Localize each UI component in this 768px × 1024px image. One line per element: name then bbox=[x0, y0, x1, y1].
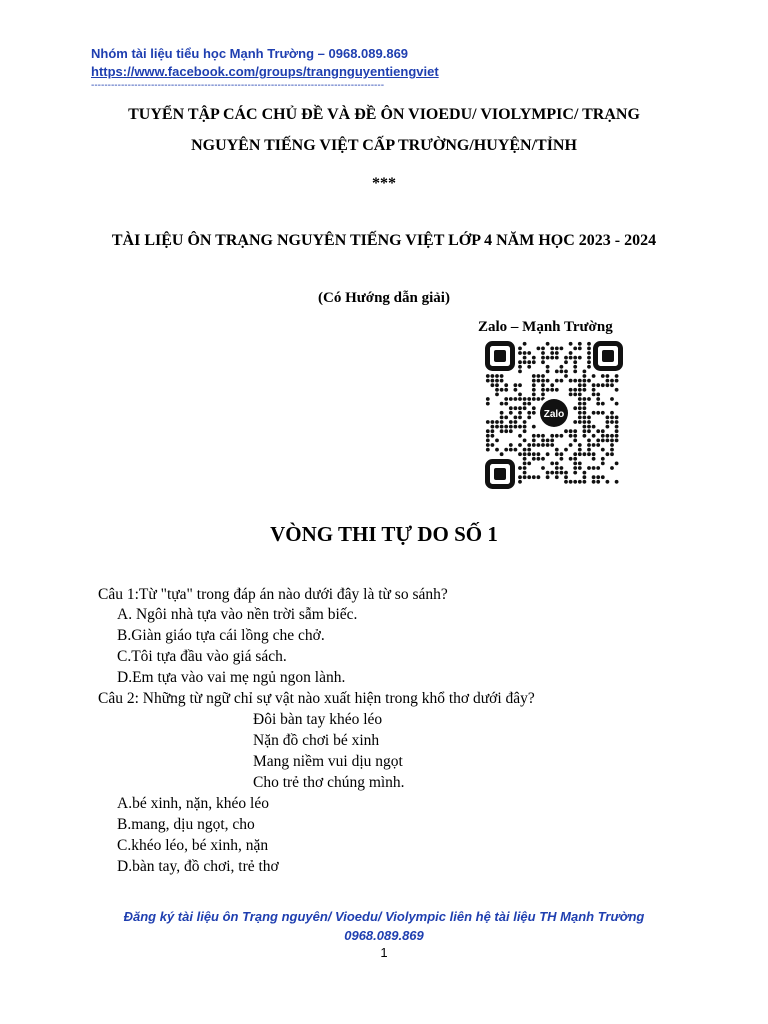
question-2: Câu 2: Những từ ngữ chỉ sự vật nào xuất hiện trong khổ thơ dưới đây? bbox=[98, 690, 535, 707]
header-divider: ---------------------------------------------------------------------------------------- bbox=[91, 80, 385, 91]
poem-line-2: Nặn đồ chơi bé xinh bbox=[253, 732, 380, 749]
header-group-line: Nhóm tài liệu tiểu học Mạnh Trường – 0968.089.869 bbox=[91, 46, 409, 61]
question-1: Câu 1:Từ "tựa" trong đáp án nào dưới đây là từ so sánh? bbox=[98, 586, 448, 603]
poem-line-4: Cho trẻ thơ chúng mình. bbox=[253, 774, 405, 791]
question-1-option-b: B.Giàn giáo tựa cái lồng che chở. bbox=[117, 627, 325, 644]
question-1-option-a: A. Ngôi nhà tựa vào nền trời sẫm biếc. bbox=[117, 606, 358, 623]
title-line-1: TUYỂN TẬP CÁC CHỦ ĐỀ VÀ ĐỀ ÔN VIOEDU/ VIOLYMPIC/ TRẠNG bbox=[128, 106, 640, 123]
footer-contact-line: Đăng ký tài liệu ôn Trạng nguyên/ Vioedu/ Violympic liên hệ tài liệu TH Mạnh Trường bbox=[123, 909, 645, 924]
poem-line-1: Đôi bàn tay khéo léo bbox=[253, 711, 383, 728]
page-number: 1 bbox=[380, 945, 388, 960]
title-stars: *** bbox=[372, 175, 396, 192]
question-2-option-a: A.bé xinh, nặn, khéo léo bbox=[117, 795, 269, 812]
question-1-option-c: C.Tôi tựa đầu vào giá sách. bbox=[117, 648, 287, 665]
zalo-label: Zalo – Mạnh Trường bbox=[478, 319, 613, 335]
zalo-badge-text: Zalo bbox=[543, 409, 565, 420]
zalo-qr-code[interactable] bbox=[484, 340, 624, 490]
question-2-option-d: D.bàn tay, đồ chơi, trẻ thơ bbox=[117, 858, 279, 875]
guide-note: (Có Hướng dẫn giải) bbox=[318, 290, 450, 306]
question-2-option-b: B.mang, dịu ngọt, cho bbox=[117, 816, 255, 833]
title-line-2: NGUYÊN TIẾNG VIỆT CẤP TRƯỜNG/HUYỆN/TỈNH bbox=[191, 137, 577, 154]
facebook-group-link[interactable]: https://www.facebook.com/groups/trangnguyentiengviet bbox=[91, 64, 439, 79]
question-2-option-c: C.khéo léo, bé xinh, nặn bbox=[117, 837, 269, 854]
question-1-option-d: D.Em tựa vào vai mẹ ngủ ngon lành. bbox=[117, 669, 346, 686]
footer-phone: 0968.089.869 bbox=[344, 928, 424, 943]
round-title: VÒNG THI TỰ DO SỐ 1 bbox=[270, 522, 498, 546]
document-subtitle: TÀI LIỆU ÔN TRẠNG NGUYÊN TIẾNG VIỆT LỚP 4 NĂM HỌC 2023 - 2024 bbox=[111, 232, 657, 249]
poem-line-3: Mang niềm vui dịu ngọt bbox=[253, 753, 403, 770]
